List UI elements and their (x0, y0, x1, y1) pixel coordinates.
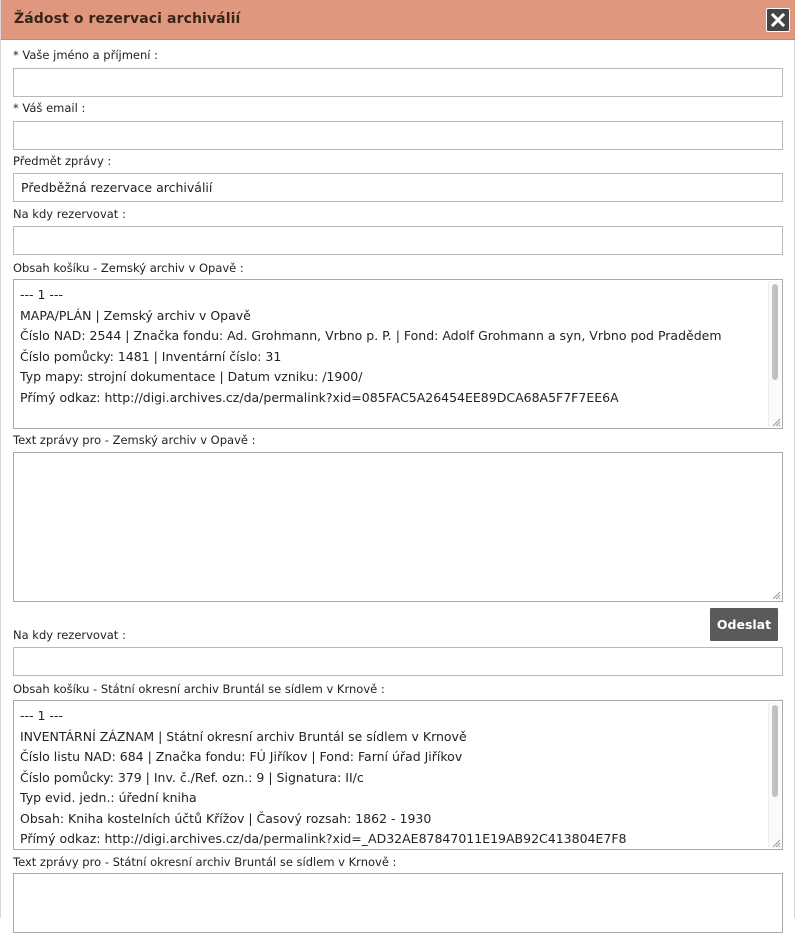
cart-line: Obsah: Kniha kostelních účtů Křížov | Časový rozsah: 1862 - 1930 (20, 810, 432, 826)
resize-grip-icon[interactable] (771, 838, 781, 848)
subject-label: Předmět zprávy : (13, 154, 112, 168)
cart-contents-label: Obsah košíku - Státní okresní archiv Bruntál se sídlem v Krnově : (13, 682, 385, 696)
message-label: Text zprávy pro - Zemský archiv v Opavě : (13, 433, 256, 447)
name-label: * Vaše jméno a příjmení : (13, 48, 159, 62)
cart-line: --- 1 --- (20, 287, 63, 302)
close-button[interactable] (766, 8, 790, 32)
reserve-date-label: Na kdy rezervovat : (13, 207, 126, 221)
email-label: * Váš email : (13, 101, 86, 115)
send-button[interactable]: Odeslat (710, 608, 778, 641)
dialog-titlebar (1, 0, 795, 40)
cart-contents-scrollbar[interactable] (768, 281, 781, 427)
resize-grip-icon[interactable] (771, 417, 781, 427)
cart-contents-text (20, 706, 762, 850)
cart-line: Typ evid. jedn.: úřední kniha (20, 790, 197, 805)
subject-input[interactable]: Předběžná rezervace archiválií (13, 173, 783, 202)
cart-line: Typ mapy: strojní dokumentace | Datum vzniku: /1900/ (20, 369, 363, 384)
cart-contents-textarea[interactable] (13, 279, 783, 429)
reserve-date-input[interactable] (13, 647, 783, 676)
email-input[interactable] (13, 121, 783, 150)
cart-line: MAPA/PLÁN | Zemský archiv v Opavě (20, 307, 251, 323)
cart-contents-label: Obsah košíku - Zemský archiv v Opavě : (13, 261, 244, 275)
cart-line: Přímý odkaz: http://digi.archives.cz/da/permalink?xid=085FAC5A26454EE89DCA68A5F7F7EE6A (20, 389, 619, 405)
cart-line: INVENTÁRNÍ ZÁZNAM | Státní okresní archiv Bruntál se sídlem v Krnově (20, 728, 467, 744)
message-textarea[interactable] (13, 873, 783, 933)
message-textarea[interactable] (13, 452, 783, 602)
resize-grip-icon[interactable] (771, 590, 781, 600)
cart-contents-textarea[interactable] (13, 700, 783, 850)
cart-line: Číslo pomůcky: 1481 | Inventární číslo: 31 (20, 348, 282, 364)
cart-line: Číslo NAD: 2544 | Značka fondu: Ad. Grohmann, Vrbno p. P. | Fond: Adolf Grohmann a syn, Vrbno pod Pradědem (20, 328, 722, 343)
dialog-title: Žádost o rezervaci archiválií (14, 11, 241, 27)
reserve-date-input[interactable] (13, 226, 783, 255)
scrollbar-thumb[interactable] (772, 284, 778, 380)
scrollbar-thumb[interactable] (772, 705, 778, 797)
close-icon (770, 12, 786, 28)
cart-line: Přímý odkaz: http://digi.archives.cz/da/permalink?xid=_AD32AE87847011E19AB92C413804E7F8 (20, 831, 627, 846)
cart-line: Číslo pomůcky: 379 | Inv. č./Ref. ozn.: 9 | Signatura: II/c (20, 769, 364, 785)
cart-contents-text (20, 285, 762, 408)
name-input[interactable] (13, 68, 783, 97)
cart-line: --- 1 --- (20, 708, 63, 723)
message-label: Text zprávy pro - Státní okresní archiv Bruntál se sídlem v Krnově : (13, 855, 397, 869)
cart-line: Číslo listu NAD: 684 | Značka fondu: FÚ Jiříkov | Fond: Farní úřad Jiříkov (20, 749, 463, 764)
cart-contents-scrollbar[interactable] (768, 702, 781, 848)
reserve-date-label: Na kdy rezervovat : (13, 628, 126, 642)
